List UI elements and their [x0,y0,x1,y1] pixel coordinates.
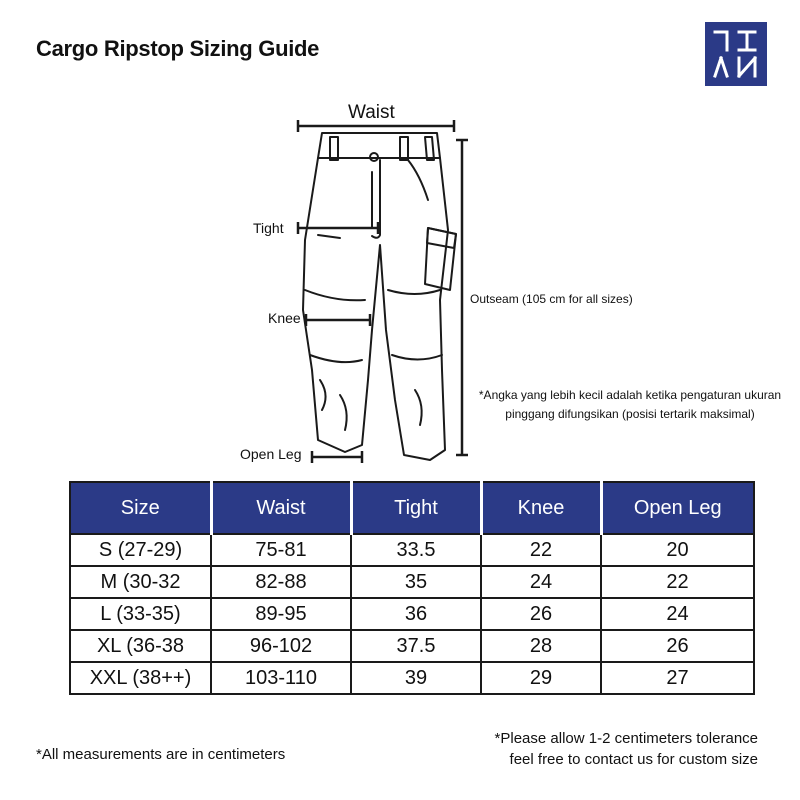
page-title: Cargo Ripstop Sizing Guide [36,36,320,61]
cell-waist: 103-110 [211,662,351,694]
brand-logo-icon [705,22,767,86]
cell-size: XL (36-38 [70,630,211,662]
cell-tight: 36 [351,598,481,630]
table-row [70,534,754,566]
open-leg-label: Open Leg [240,446,302,462]
table-row [70,598,754,630]
cell-waist: 82-88 [211,566,351,598]
cell-tight: 37.5 [351,630,481,662]
header-tight: Tight [351,482,481,534]
cell-knee: 22 [481,534,601,566]
cell-open-leg: 22 [601,566,754,598]
knee-label: Knee [268,310,301,326]
cell-size: XXL (38++) [70,662,211,694]
cell-waist: 75-81 [211,534,351,566]
cell-size: L (33-35) [70,598,211,630]
tight-label: Tight [253,220,284,236]
table-row [70,662,754,694]
cell-open-leg: 24 [601,598,754,630]
cell-knee: 24 [481,566,601,598]
cell-size: S (27-29) [70,534,211,566]
cell-waist: 89-95 [211,598,351,630]
outseam-label: Outseam (105 cm for all sizes) [470,292,633,306]
cell-size: M (30-32 [70,566,211,598]
cargo-pocket [425,228,456,290]
measurement-unit-note: *All measurements are in centimeters [36,746,286,763]
waist-label: Waist [348,102,395,123]
waistband [318,133,440,158]
cell-knee: 26 [481,598,601,630]
table-header-row [70,482,754,534]
header-size: Size [70,482,211,534]
custom-size-line: feel free to contact us for custom size [509,751,758,768]
tolerance-note [495,728,758,770]
cell-tight: 33.5 [351,534,481,566]
cell-tight: 35 [351,566,481,598]
cell-open-leg: 27 [601,662,754,694]
table-row [70,630,754,662]
cell-knee: 28 [481,630,601,662]
cell-open-leg: 20 [601,534,754,566]
header-waist: Waist [211,482,351,534]
pants-outline [303,158,448,460]
header-open-leg: Open Leg [601,482,754,534]
waist-adjust-note: *Angka yang lebih kecil adalah ketika pengaturan ukuran pinggang difungsikan (posisi tertarik maksimal) [478,388,782,421]
cell-knee: 29 [481,662,601,694]
tolerance-line: *Please allow 1-2 centimeters tolerance [494,730,758,747]
cell-waist: 96-102 [211,630,351,662]
cell-open-leg: 26 [601,630,754,662]
header-knee: Knee [481,482,601,534]
cell-tight: 39 [351,662,481,694]
table-row [70,566,754,598]
size-table [69,481,755,695]
